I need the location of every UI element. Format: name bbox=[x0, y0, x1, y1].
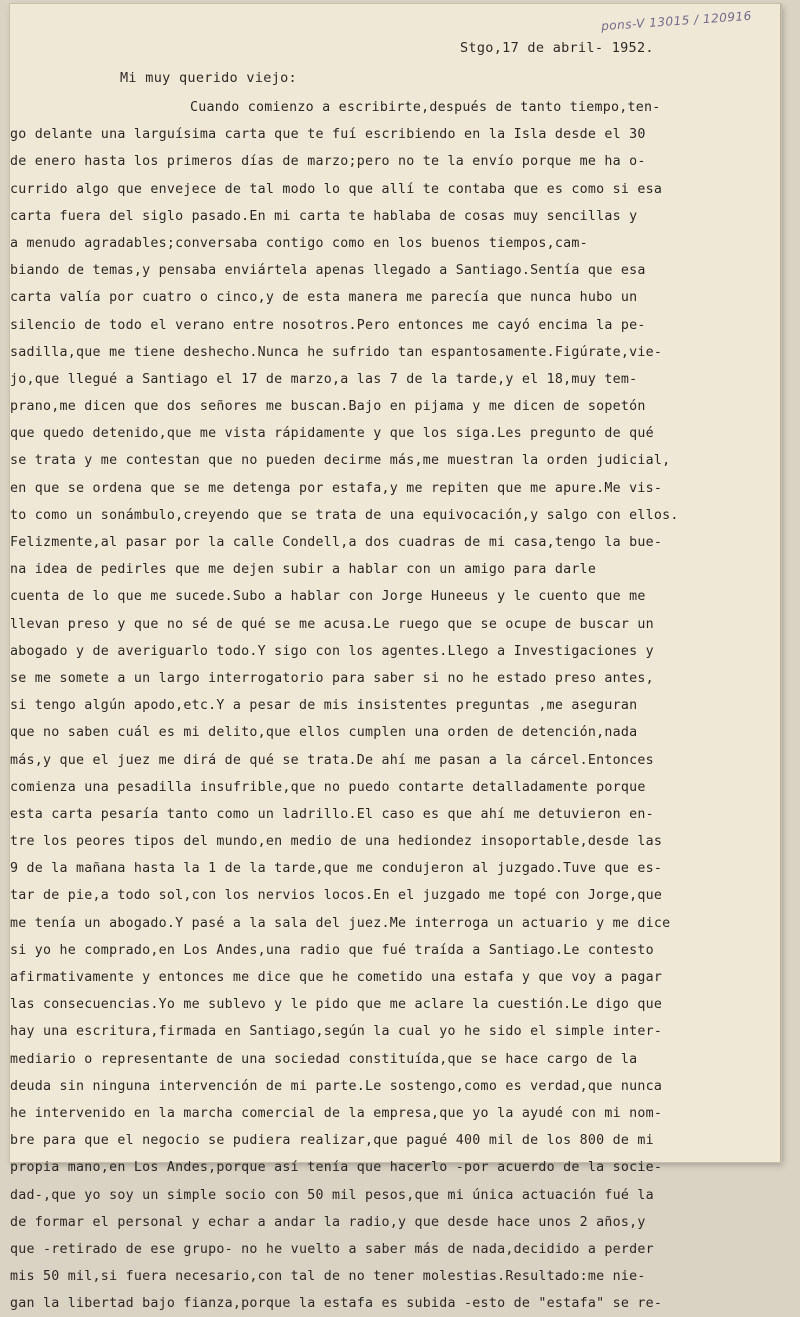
letter-line: mediario o representante de una sociedad constituída,que se hace cargo de la bbox=[10, 1051, 638, 1067]
letter-date: Stgo,17 de abril- 1952. bbox=[460, 40, 654, 56]
letter-line: se trata y me contestan que no pueden decirme más,me muestran la orden judicial, bbox=[10, 453, 671, 469]
letter-line: deuda sin ninguna intervención de mi parte.Le sostengo,como es verdad,que nunca bbox=[10, 1078, 663, 1094]
letter-line: comienza una pesadilla insufrible,que no puedo contarte detalladamente porque bbox=[10, 779, 646, 795]
letter-line: se me somete a un largo interrogatorio para saber si no he estado preso antes, bbox=[10, 670, 654, 686]
letter-line: si tengo algún apodo,etc.Y a pesar de mis insistentes preguntas ,me aseguran bbox=[10, 698, 638, 714]
letter-page bbox=[10, 4, 781, 1312]
letter-line: dad-,que yo soy un simple socio con 50 mil pesos,que mi única actuación fué la bbox=[10, 1187, 654, 1203]
letter-line: Felizmente,al pasar por la calle Condell,a dos cuadras de mi casa,tengo la bue- bbox=[10, 535, 663, 550]
letter-line: biando de temas,y pensaba enviártela apenas llegado a Santiago.Sentía que esa bbox=[10, 263, 646, 279]
letter-line: llevan preso y que no sé de qué se me acusa.Le ruego que se ocupe de buscar un bbox=[10, 616, 654, 632]
letter-line: a menudo agradables;conversaba contigo como en los buenos tiempos,cam- bbox=[10, 235, 588, 251]
letter-line: carta fuera del siglo pasado.En mi carta te hablaba de cosas muy sencillas y bbox=[10, 208, 638, 224]
letter-line: las consecuencias.Yo me sublevo y le pido que me aclare la cuestión.Le digo que bbox=[10, 997, 663, 1013]
letter-line: hay una escritura,firmada en Santiago,según la cual yo he sido el simple inter- bbox=[10, 1024, 663, 1040]
archive-reference-note: pons-V 13015 / 120916 bbox=[600, 8, 753, 34]
letter-line: que -retirado de ese grupo- no he vuelto a saber más de nada,decidido a perder bbox=[10, 1241, 654, 1257]
letter-line: de enero hasta los primeros días de marzo;pero no te la envío porque me ha o- bbox=[10, 154, 646, 170]
letter-line: cuenta de lo que me sucede.Subo a hablar con Jorge Huneeus y le cuento que me bbox=[10, 589, 646, 605]
letter-line: afirmativamente y entonces me dice que he cometido una estafa y que voy a pagar bbox=[10, 970, 663, 985]
letter-line: en que se ordena que se me detenga por estafa,y me repiten que me apure.Me vis- bbox=[10, 480, 663, 496]
letter-line: más,y que el juez me dirá de qué se trata.De ahí me pasan a la cárcel.Entonces bbox=[10, 752, 654, 768]
letter-line: currido algo que envejece de tal modo lo que allí te contaba que es como si esa bbox=[10, 181, 663, 197]
letter-line: prano,me dicen que dos señores me buscan.Bajo en pijama y me dicen de sopetón bbox=[10, 399, 646, 415]
letter-line: tre los peores tipos del mundo,en medio de una hediondez insoportable,desde las bbox=[10, 834, 663, 850]
letter-line: si yo he comprado,en Los Andes,una radio que fué traída a Santiago.Le contesto bbox=[10, 942, 654, 958]
letter-line: sadilla,que me tiene deshecho.Nunca he sufrido tan espantosamente.Figúrate,vie- bbox=[10, 344, 663, 360]
letter-line: silencio de todo el verano entre nosotros.Pero entonces me cayó encima la pe- bbox=[10, 317, 646, 333]
letter-greeting: Mi muy querido viejo: bbox=[120, 70, 297, 86]
letter-line: jo,que llegué a Santiago el 17 de marzo,a las 7 de la tarde,y el 18,muy tem- bbox=[10, 371, 638, 387]
letter-line: me tenía un abogado.Y pasé a la sala del juez.Me interroga un actuario y me dice bbox=[10, 915, 671, 931]
letter-line: go delante una larguísima carta que te fuí escribiendo en la Isla desde el 30 bbox=[10, 127, 646, 143]
letter-line: que quedo detenido,que me vista rápidamente y que los siga.Les pregunto de qué bbox=[10, 426, 654, 442]
letter-line: mis 50 mil,si fuera necesario,con tal de no tener molestias.Resultado:me nie- bbox=[10, 1269, 646, 1285]
letter-line: de formar el personal y echar a andar la radio,y que desde hace unos 2 años,y bbox=[10, 1214, 646, 1230]
letter-line: he intervenido en la marcha comercial de la empresa,que yo la ayudé con mi nom- bbox=[10, 1105, 663, 1121]
letter-line: bre para que el negocio se pudiera realizar,que pagué 400 mil de los 800 de mi bbox=[10, 1133, 654, 1149]
letter-line: 9 de la mañana hasta la 1 de la tarde,que me condujeron al juzgado.Tuve que es- bbox=[10, 861, 663, 877]
letter-line: propia mano,en Los Andes,porque así tenía que hacerlo -por acuerdo de la socie- bbox=[10, 1160, 663, 1176]
letter-line: Cuando comienzo a escribirte,después de tanto tiempo,ten- bbox=[190, 100, 661, 115]
letter-line: abogado y de averiguarlo todo.Y sigo con los agentes.Llego a Investigaciones y bbox=[10, 643, 654, 659]
letter-body bbox=[10, 94, 772, 1317]
letter-line: na idea de pedirles que me dejen subir a hablar con un amigo para darle bbox=[10, 562, 597, 578]
letter-line: tar de pie,a todo sol,con los nervios locos.En el juzgado me topé con Jorge,que bbox=[10, 888, 663, 904]
letter-line: esta carta pesaría tanto como un ladrillo.El caso es que ahí me detuvieron en- bbox=[10, 806, 654, 822]
letter-line: carta valía por cuatro o cinco,y de esta manera me parecía que nunca hubo un bbox=[10, 290, 638, 306]
letter-line: gan la libertad bajo fianza,porque la estafa es subida -esto de "estafa" se re- bbox=[10, 1296, 663, 1312]
letter-line: que no saben cuál es mi delito,que ellos cumplen una orden de detención,nada bbox=[10, 725, 638, 741]
letter-line: to como un sonámbulo,creyendo que se trata de una equivocación,y salgo con ellos. bbox=[10, 507, 679, 523]
